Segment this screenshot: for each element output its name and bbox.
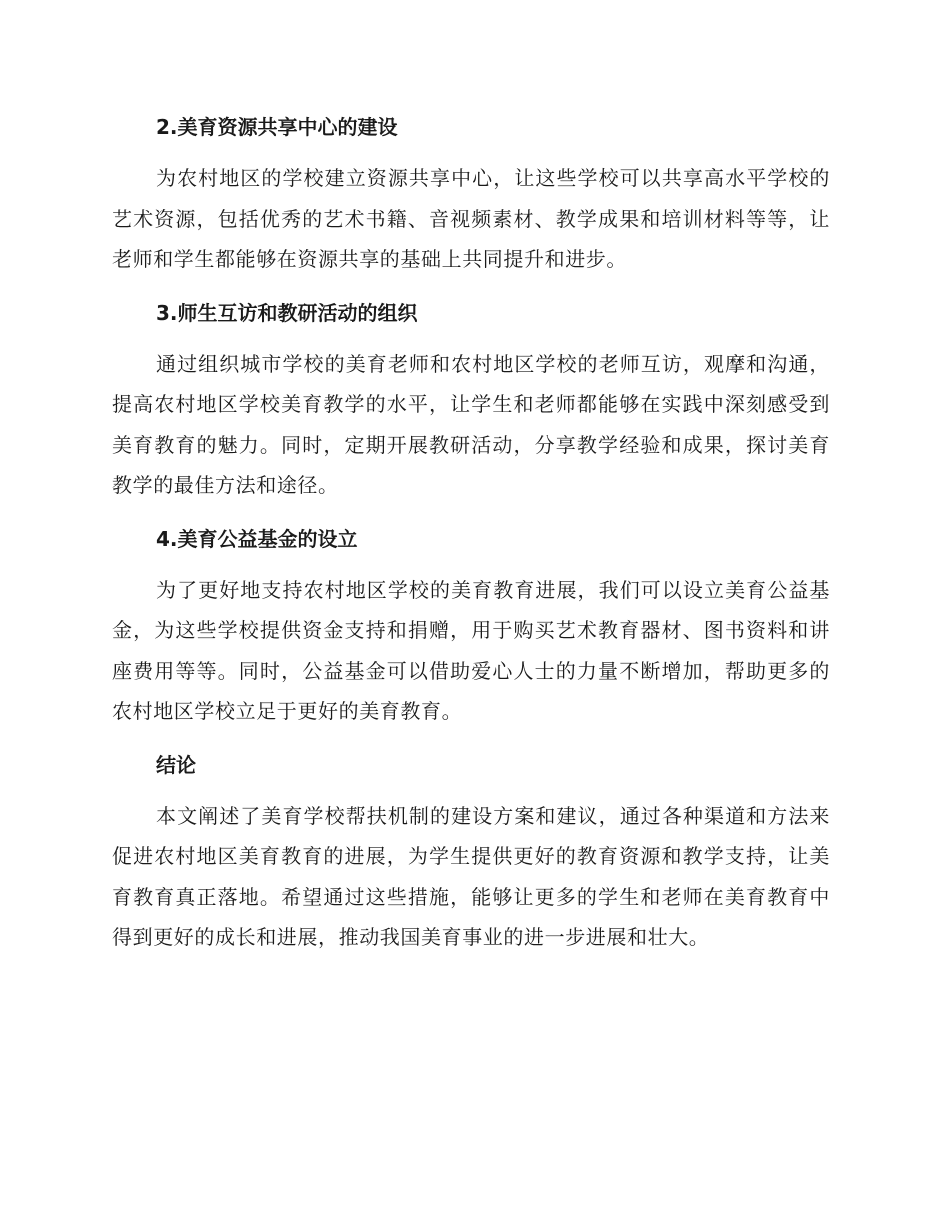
section-heading-resource-center: 2.美育资源共享中心的建设 xyxy=(156,115,398,139)
section-paragraph-charity-fund: 为了更好地支持农村地区学校的美育教育进展，我们可以设立美育公益基金，为这些学校提供资金支持和捐赠，用于购买艺术教育器材、图书资料和讲座费用等等。同时，公益基金可以借助爱心人士的力量不断增加，帮助更多的农村地区学校立足于更好的美育教育。 xyxy=(112,577,830,723)
section-heading-teacher-exchange: 3.师生互访和教研活动的组织 xyxy=(156,300,418,325)
document-page xyxy=(112,106,830,958)
section-heading-charity-fund: 4.美育公益基金的设立 xyxy=(156,526,358,551)
section-paragraph-teacher-exchange: 通过组织城市学校的美育老师和农村地区学校的老师互访，观摩和沟通，提高农村地区学校美育教学的水平，让学生和老师都能够在实践中深刻感受到美育教育的魅力。同时，定期开展教研活动，分享教学经验和成果，探讨美育教学的最佳方法和途径。 xyxy=(112,351,830,497)
section-heading-conclusion: 结论 xyxy=(156,752,196,777)
section-paragraph-conclusion: 本文阐述了美育学校帮扶机制的建设方案和建议，通过各种渠道和方法来促进农村地区美育教育的进展，为学生提供更好的教育资源和教学支持，让美育教育真正落地。希望通过这些措施，能够让更多的学生和老师在美育教育中得到更好的成长和进展，推动我国美育事业的进一步进展和壮大。 xyxy=(112,803,830,949)
section-paragraph-resource-center: 为农村地区的学校建立资源共享中心，让这些学校可以共享高水平学校的艺术资源，包括优秀的艺术书籍、音视频素材、教学成果和培训材料等等，让老师和学生都能够在资源共享的基础上共同提升和进步。 xyxy=(112,166,830,271)
